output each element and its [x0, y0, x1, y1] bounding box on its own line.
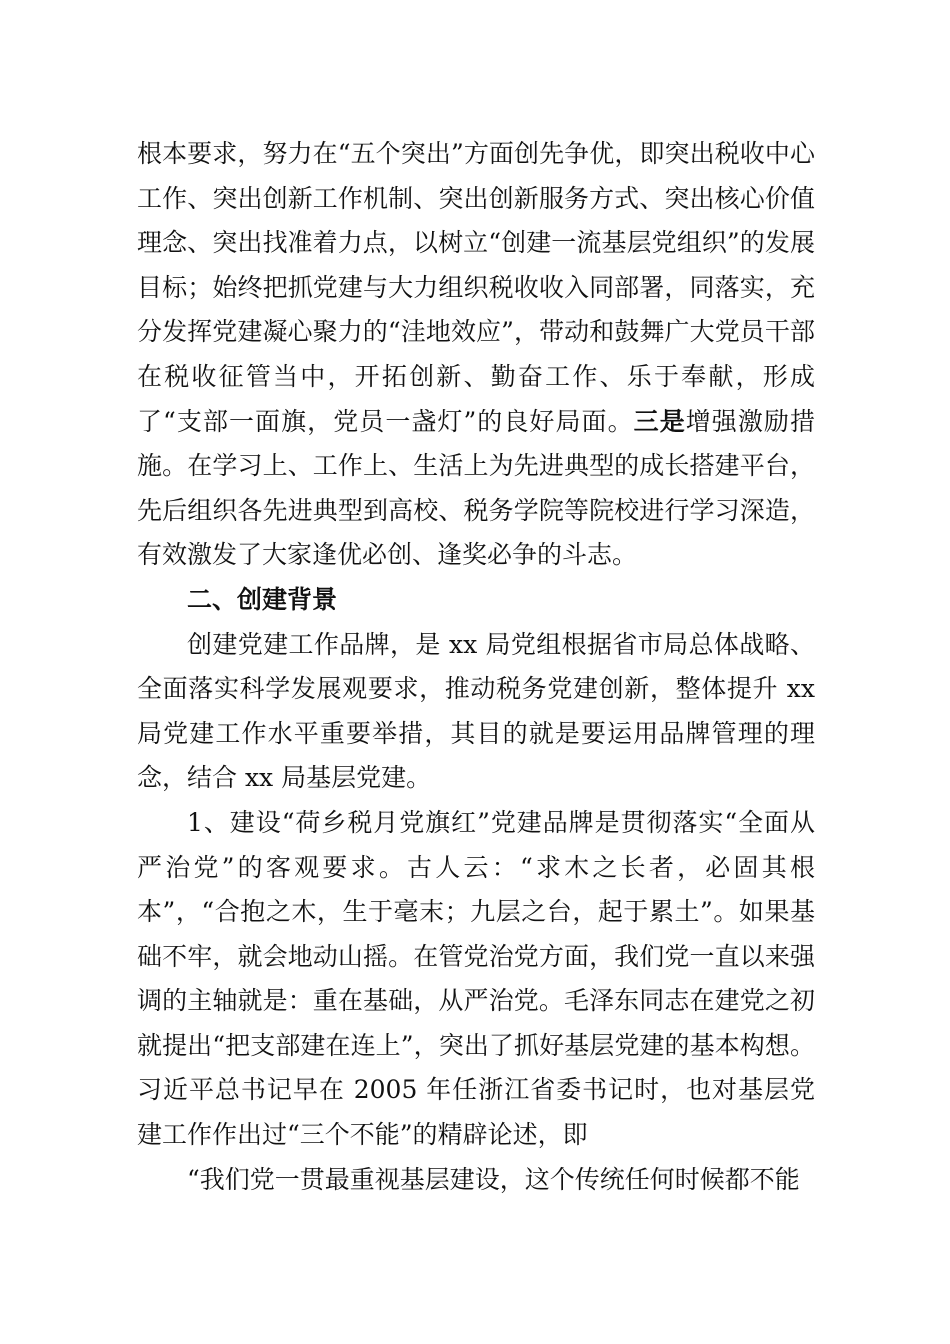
paragraph-quote: “我们党一贯最重视基层建设，这个传统任何时候都不能 — [187, 1164, 800, 1194]
bold-marker-sanshi: 三是 — [633, 406, 686, 436]
section-heading: 二、创建背景 — [187, 584, 338, 614]
document-page — [137, 132, 815, 1202]
paragraph-intro: 创建党建工作品牌，是 xx 局党组根据省市局总体战略、全面落实科学发展观要求，推动税务党建创新，整体提升 xx 局党建工作水平重要举措，其目的就是要运用品牌管理的理念，结合 xx 局基层党建。 — [137, 629, 815, 793]
paragraph-continued-text: 根本要求，努力在“五个突出”方面创先争优，即突出税收中心工作、突出创新工作机制、突出创新服务方式、突出核心价值理念、突出找准着力点，以树立“创建一流基层党组织”的发展目标；始终把抓党建与大力组织税收收入同部署，同落实，充分发挥党建凝心聚力的“洼地效应”，带动和鼓舞广大党员干部在税收征管当中，开拓创新、勤奋工作、乐于奉献，形成了“支部一面旗，党员一盏灯”的良好局面。 — [137, 139, 815, 436]
paragraph-point-1: 1、建设“荷乡税月党旗红”党建品牌是贯彻落实“全面从严治党”的客观要求。古人云：“求木之长者，必固其根本”，“合抱之木，生于毫末；九层之台，起于累土”。如果基础不牢，就会地动山摇。在管党治党方面，我们党一直以来强调的主轴就是：重在基础，从严治党。毛泽东同志在建党之初就提出“把支部建在连上”，突出了抓好基层党建的基本构想。习近平总书记早在 2005 年任浙江省委书记时，也对基层党建工作作出过“三个不能”的精辟论述，即 — [137, 807, 816, 1150]
paragraph-continued-text-2: 增强激励措施。在学习上、工作上、生活上为先进典型的成长搭建平台，先后组织各先进典型到高校、税务学院等院校进行学习深造，有效激发了大家逢优必创、逢奖必争的斗志。 — [137, 406, 815, 570]
paragraph-continued — [137, 132, 815, 578]
